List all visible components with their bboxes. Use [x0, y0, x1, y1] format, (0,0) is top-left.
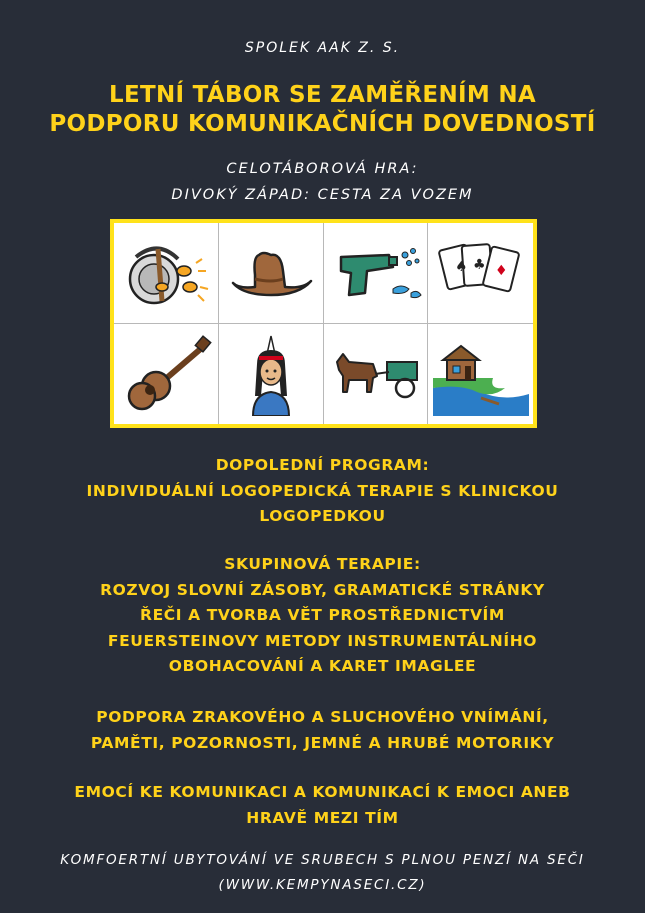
guitar-icon — [118, 332, 214, 416]
program-line: PODPORA ZRAKOVÉHO A SLUCHOVÉHO VNÍMÁNÍ, — [96, 708, 549, 726]
perception-support — [0, 705, 645, 756]
page-title — [0, 81, 645, 139]
organization-name: SPOLEK AAK Z. S. — [244, 40, 401, 56]
program-heading: DOPOLEDNÍ PROGRAM: — [215, 456, 430, 474]
pickaxe-gold-icon — [118, 231, 214, 315]
website-link[interactable]: (WWW.KEMPYNASECI.CZ) — [218, 877, 427, 893]
water-pistol-icon — [327, 231, 423, 315]
footer-line: KOMFOERTNÍ UBYTOVÁNÍ VE SRUBECH S PLNOU PENZÍ NA SEČI — [60, 852, 585, 868]
cabin-by-lake-icon — [433, 332, 529, 416]
group-therapy — [0, 552, 645, 680]
pictogram-cell — [324, 324, 429, 425]
program-line: ROZVOJ SLOVNÍ ZÁSOBY, GRAMATICKÉ STRÁNKY — [100, 580, 545, 599]
native-girl-icon — [223, 332, 319, 416]
pictogram-cell — [428, 223, 533, 324]
svg-text:♦: ♦ — [494, 262, 508, 279]
program-line: OBOHACOVÁNÍ A KARET IMAGLEE — [168, 657, 477, 675]
pictogram-cell — [219, 223, 324, 324]
game-line: DIVOKÝ ZÁPAD: CESTA ZA VOZEM — [171, 187, 474, 203]
pictogram-grid — [110, 219, 537, 428]
program-line: INDIVIDUÁLNÍ LOGOPEDICKÁ TERAPIE S KLINICKOU — [86, 481, 559, 500]
pictogram-cell — [324, 223, 429, 324]
emotions-communication — [0, 780, 645, 831]
program-line: HRAVĚ MEZI TÍM — [246, 808, 399, 827]
program-line: EMOCÍ KE KOMUNIKACI A KOMUNIKACÍ K EMOCI ANEB — [74, 783, 571, 801]
game-line: CELOTÁBOROVÁ HRA: — [226, 161, 419, 177]
title-line: PODPORU KOMUNIKAČNÍCH DOVEDNOSTÍ — [49, 111, 596, 137]
playing-cards-icon — [433, 231, 529, 315]
program-line: PAMĚTI, POZORNOSTI, JEMNÉ A HRUBÉ MOTORIKY — [90, 733, 555, 752]
program-line: ŘEČI A TVORBA VĚT PROSTŘEDNICTVÍM — [140, 606, 505, 624]
title-line: LETNÍ TÁBOR SE ZAMĚŘENÍM NA — [108, 82, 536, 108]
pictogram-cell — [428, 324, 533, 425]
program-line: LOGOPEDKOU — [259, 507, 386, 525]
program-heading: SKUPINOVÁ TERAPIE: — [224, 555, 421, 573]
accommodation-footer — [0, 848, 645, 898]
program-line: FEUERSTEINOVY METODY INSTRUMENTÁLNÍHO — [107, 631, 538, 650]
svg-text:♣: ♣ — [472, 256, 486, 273]
cowboy-hat-icon — [223, 231, 319, 315]
horse-wagon-icon — [327, 332, 423, 416]
pictogram-cell — [114, 324, 219, 425]
svg-text:♠: ♠ — [454, 258, 468, 275]
pictogram-cell — [219, 324, 324, 425]
pictogram-cell — [114, 223, 219, 324]
morning-program — [0, 453, 645, 530]
game-subtitle — [0, 156, 645, 208]
